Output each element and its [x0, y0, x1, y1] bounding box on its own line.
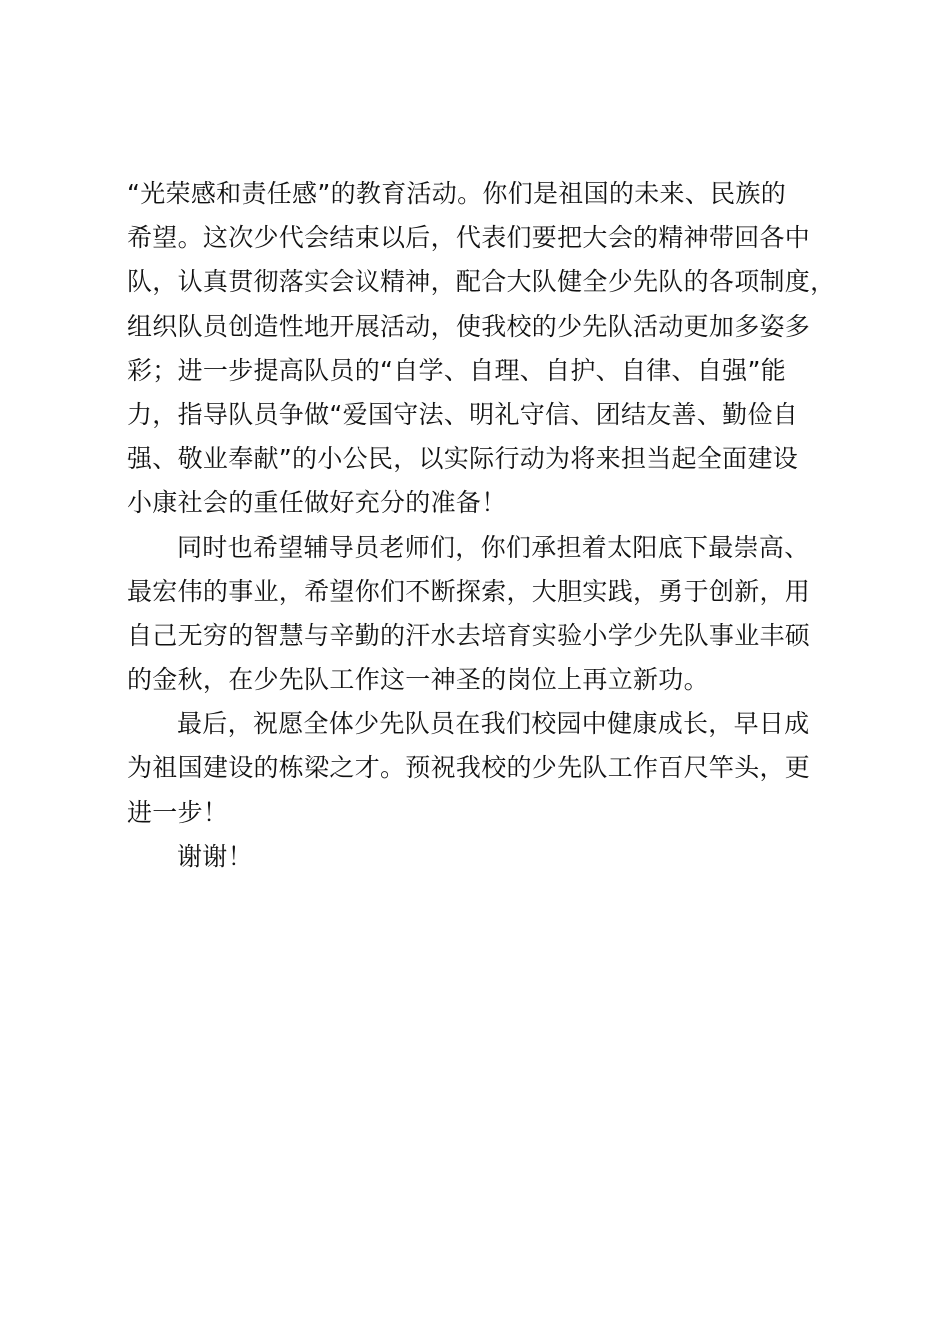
text-line: 力，指导队员争做“爱国守法、明礼守信、团结友善、勤俭自: [127, 399, 799, 429]
text-line: 强、敬业奉献”的小公民，以实际行动为将来担当起全面建设: [127, 444, 799, 474]
text-line: 彩；进一步提高队员的“自学、自理、自护、自律、自强”能: [127, 355, 787, 385]
text-line: 组织队员创造性地开展活动，使我校的少先队活动更加多姿多: [127, 311, 811, 341]
text-line: 希望。这次少代会结束以后，代表们要把大会的精神带回各中: [127, 223, 811, 253]
text-line: 的金秋，在少先队工作这一神圣的岗位上再立新功。: [127, 665, 709, 695]
speech-body: [127, 172, 847, 879]
text-line: 最宏伟的事业，希望你们不断探索，大胆实践，勇于创新，用: [127, 576, 811, 606]
text-line: “光荣感和责任感”的教育活动。你们是祖国的未来、民族的: [127, 179, 787, 208]
paragraph-start-line: 最后，祝愿全体少先队员在我们校园中健康成长，早日成: [177, 709, 810, 739]
closing-line: 谢谢！: [177, 841, 253, 871]
text-line: 自己无穷的智慧与辛勤的汗水去培育实验小学少先队事业丰硕: [127, 620, 811, 650]
text-line: 进一步！: [127, 797, 229, 827]
paragraph-start-line: 同时也希望辅导员老师们，你们承担着太阳底下最崇高、: [177, 532, 810, 562]
text-line: 为祖国建设的栋梁之才。预祝我校的少先队工作百尺竿头，更: [127, 753, 811, 783]
text-line: 小康社会的重任做好充分的准备！: [127, 488, 507, 518]
text-line: 队，认真贯彻落实会议精神，配合大队健全少先队的各项制度，: [127, 267, 836, 297]
